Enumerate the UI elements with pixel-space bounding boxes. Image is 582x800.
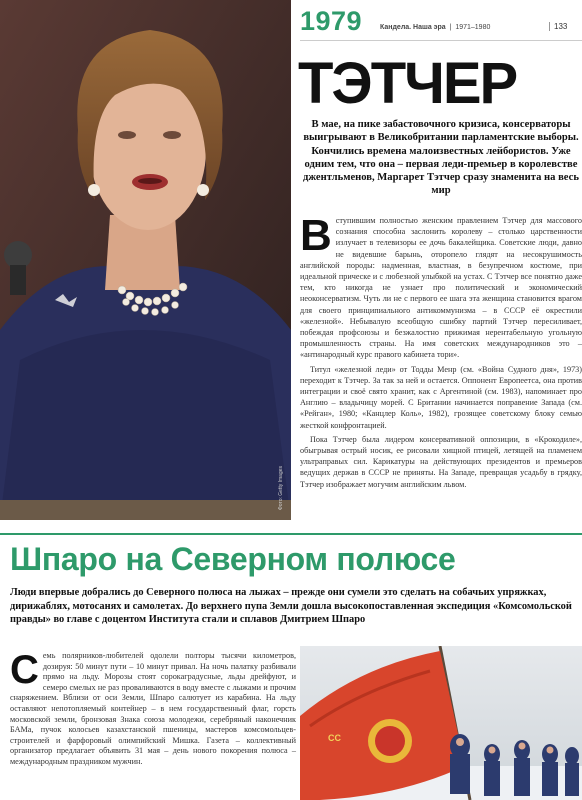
- article-title: Шпаро на Северном полюсе: [10, 541, 456, 577]
- portrait-photo: [0, 0, 291, 520]
- running-title-section: Кандела. Наша эра: [380, 24, 446, 31]
- article-body: [10, 648, 296, 768]
- page-number: 133: [549, 22, 567, 31]
- running-title-years: 1971–1980: [455, 24, 491, 31]
- drop-cap: В: [300, 211, 332, 260]
- article-body: [300, 211, 582, 493]
- svg-text:СС: СС: [328, 733, 341, 743]
- body-text: емь полярников-любителей одолели полторы тысячи километров, дозируя: 50 минут пути – 10 минут привал. На ночь палатку разбивали прямо на льду. Морозы стоят сорокаградусные, льды дрейфуют, и семеро смелых не раз проваливаются в воду вместе с лыжами и прочим снаряжением. Вблизи от оси Земли, Шпаро салютует из карабина. На льду оставляют непотопляемый контейнер – в нем государственный флаг, горсть московской земли, бронзовая Знака союза молодежи, серебряный наконечник БАМа, пучок колосьев казахстанской пшеницы, мастеров комсомольцев-строителей и фарфоровый олимпийский Мишка. Газета – коллективный организатор предлагает объявить 31 мая – день нового покорения полюса – международным праздником мужчин.: [10, 651, 296, 766]
- article-lead: В мае, на пике забастовочного кризиса, консерваторы выигрывают в Великобритании парламентские выборы. Кончились времена малоизвестных лейбористов. Уже одним тем, что она – первая леди-премьер в королевстве джентльменов, Маргарет Тэтчер сразу знаменита на весь мир: [303, 119, 579, 197]
- body-paragraph: Титул «железной леди» от Тодды Менр (см. «Война Судного дня», 1973) переходит к Тэтчер. За так за ней и остается. Оппонент Европеетса, она против интеграции и своё свято хранит, как с Аргентиной (см. 1983), напоминает про Англию – владычицу морей. С Британии начинается поправение Запада (см. «Рейган», 1980; «Канцлер Коль», 1982), грозящее советскому блоку семью жесткой конфронтацией.: [300, 364, 582, 430]
- article-title: ТЭТЧЕР: [298, 51, 517, 116]
- body-paragraph: Пока Тэтчер была лидером консервативной оппозиции, в «Крокодиле», обыгрывая острый носик, ее рисовали хищной птицей, летящей на пламенем ультраправых сил. Карикатуры на действующих президентов и премьеров ведущих держав в СССР не приняты. На Западе, превращая усадьбу в грядку, Тэтчер изображает могучим английским львом.: [300, 434, 582, 489]
- body-paragraph: [300, 211, 582, 361]
- year-label: 1979: [300, 6, 363, 36]
- photo-credit: Фото: Getty Images: [278, 466, 284, 510]
- section-divider: [0, 533, 582, 535]
- drop-cap: С: [10, 648, 39, 692]
- header-divider: [300, 40, 582, 41]
- running-title: Кандела. Наша эра | 1971–1980: [380, 24, 491, 31]
- article-lead: Люди впервые добрались до Северного полюса на лыжах – прежде они сумели это сделать на собачьих упряжках, дирижаблях, мотосанях и самолетах. До верхнего пупа Земли дошла высокопоставленная экспедиция «Комсомольской правды» во главе с доцентом Института стали и сплавов Дмитрием Шпаро: [10, 587, 572, 626]
- expedition-photo: [300, 646, 582, 800]
- body-text: ступившим полностью женским правлением Тэтчер для массового сознания способна заслонить королеву – столько царственности излучает в телевизоры ее дочь бакалейщика. Советские люди, давно не видевшие барынь, оторопело глядят на несокрушимость английской породы: надменная, властная, в безупречном костюме, при идеальной прическе и с любезной улыбкой на устах. С Тэтчер все понятно даже тем, кто никогда не узнает про политический и экономический неоконсерватизм. Чуть ли не с первого ее шага эта женщина становится врагом для своего принципиального антикоммунизма – в СССР её окрестили «железной». Небывалую всеобщую сшибку партий Тэтчер пересиливает, побеждая профсоюзы и безжалостно прижимая нерентабельную угольную промышленность страны. На имя советских международников это – «антинародный курс правого кабинета тори».: [300, 216, 582, 360]
